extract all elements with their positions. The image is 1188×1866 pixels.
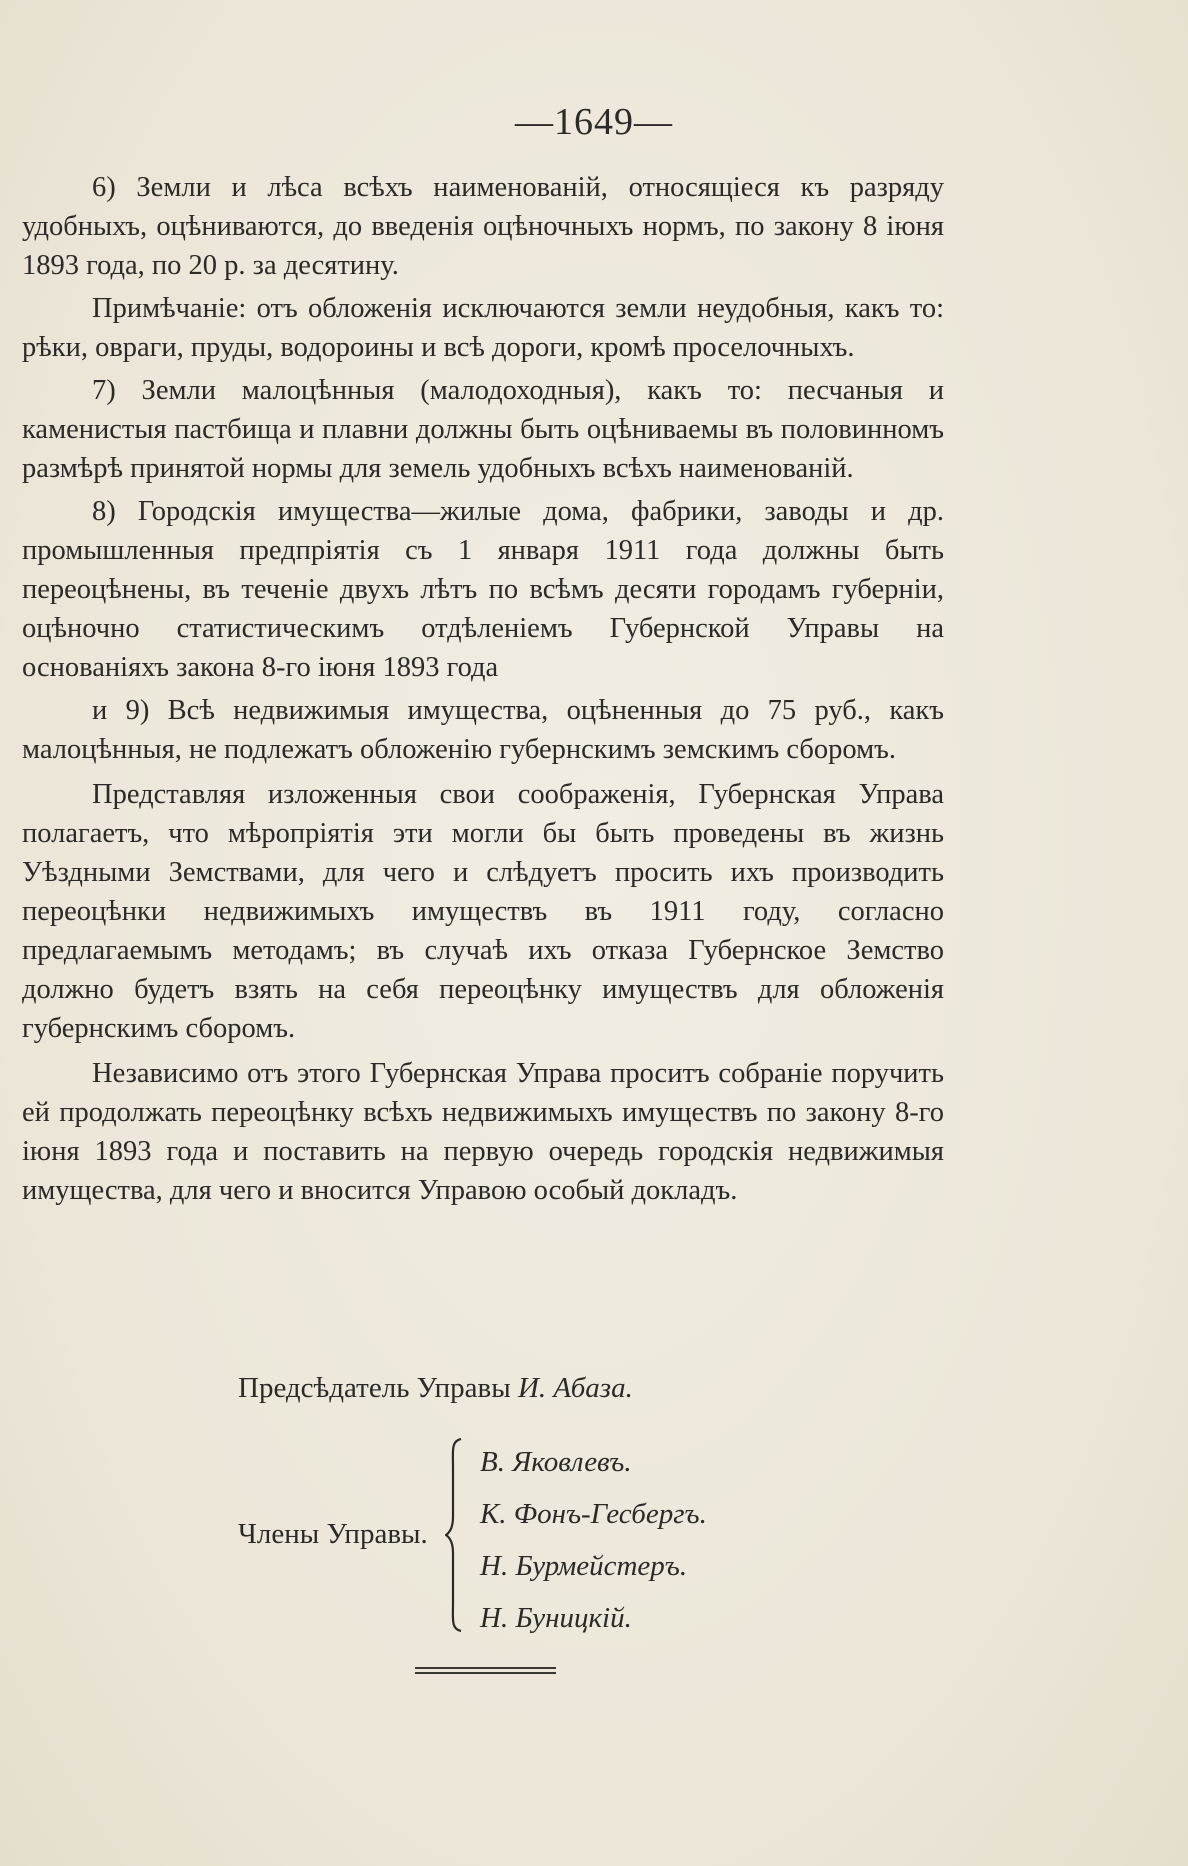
members-list: [480, 1442, 707, 1650]
member-name: Н. Бурмейстеръ.: [480, 1550, 688, 1582]
double-rule-divider: [415, 1667, 556, 1674]
chair-line: [238, 1372, 633, 1405]
member-name: В. Яковлевъ.: [480, 1446, 632, 1478]
chair-title: Предсѣдатель Управы: [238, 1372, 511, 1404]
paragraph-note: Примѣчаніе: отъ обложенія исключаются земли неудобныя, какъ то: рѣки, овраги, пруды, водороины и всѣ дороги, кромѣ проселочныхъ.: [22, 293, 944, 363]
chair-name: И. Абаза.: [517, 1372, 633, 1404]
paragraph-item-9: и 9) Всѣ недвижимыя имущества, оцѣненныя до 75 руб., какъ малоцѣнныя, не подлежатъ обложенію губернскимъ земскимъ сборомъ.: [22, 695, 944, 765]
paragraph-proposal: Представляя изложенныя свои соображенія, Губернская Управа полагаетъ, что мѣропріятія эти могли бы быть проведены въ жизнь Уѣздными Земствами, для чего и слѣдуетъ просить ихъ производить переоцѣнки недвижимыхъ имуществъ въ 1911 году, согласно предлагаемымъ методамъ; въ случаѣ ихъ отказа Губернское Земство должно будетъ взять на себя переоцѣнку имуществъ для обложенія губернскимъ сборомъ.: [22, 779, 944, 1044]
paragraph-item-7: 7) Земли малоцѣнныя (малодоходныя), какъ то: песчаныя и каменистыя пастбища и плавни должны быть оцѣниваемы въ половинномъ размѣрѣ принятой нормы для земель удобныхъ всѣхъ наименованій.: [22, 375, 944, 484]
paragraph-item-6: 6) Земли и лѣса всѣхъ наименованій, относящіеся къ разряду удобныхъ, оцѣниваются, до введенія оцѣночныхъ нормъ, по закону 8 іюня 1893 года, по 20 р. за десятину.: [22, 172, 944, 281]
members-label: Члены Управы.: [238, 1518, 428, 1550]
paragraph-request: Независимо отъ этого Губернская Управа проситъ собраніе поручить ей продолжать переоцѣнку всѣхъ недвижимыхъ имуществъ по закону 8-го іюня 1893 года и поставить на первую очередь городскія недвижимыя имущества, для чего и вносится Управою особый докладъ.: [22, 1058, 944, 1206]
paragraph-item-8: 8) Городскія имущества—жилые дома, фабрики, заводы и др. промышленныя предпріятія съ 1 января 1911 года должны быть переоцѣнены, въ теченіе двухъ лѣтъ по всѣмъ десяти городамъ губерніи, оцѣночно статистическимъ отдѣленіемъ Губернской Управы на основаніяхъ закона 8-го іюня 1893 года: [22, 496, 944, 683]
body-text: [22, 168, 944, 1210]
curly-brace-icon: [445, 1437, 465, 1633]
member-name: Н. Буницкій.: [480, 1602, 632, 1634]
member-name: К. Фонъ-Гесбергъ.: [480, 1498, 707, 1530]
page-number: —1649—: [515, 101, 673, 143]
